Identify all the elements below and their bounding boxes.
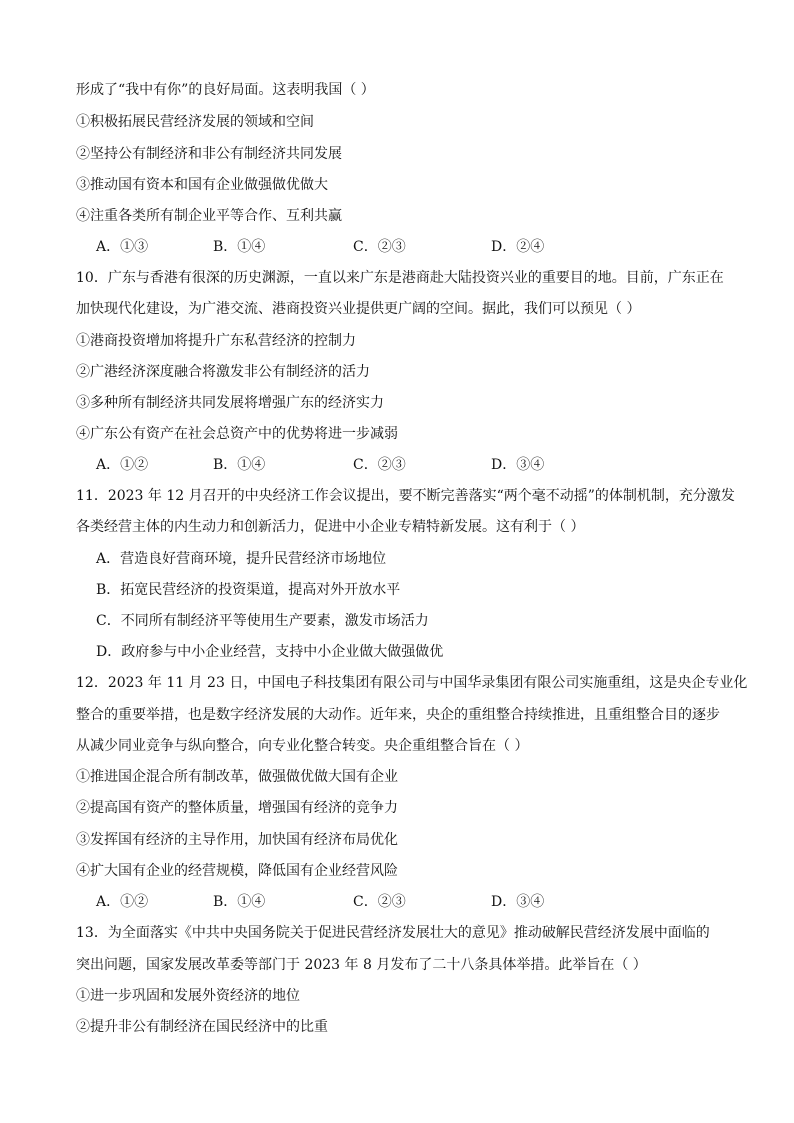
q10-statement-3: ③多种所有制经济共同发展将增强广东的经济实力	[76, 395, 384, 411]
q12-stem-line-2: 整合的重要举措，也是数字经济发展的大动作。近年来，央企的重组整合持续推进，且重组整合目的逐步	[76, 707, 720, 723]
q11-choice-c: C．不同所有制经济平等使用生产要素，激发市场活力	[96, 613, 429, 629]
q13-stem-line-1: 13．为全面落实《中共中央国务院关于促进民营经济发展壮大的意见》推动破解民营经济发展中面临的	[76, 925, 710, 941]
q10-statement-4: ④广东公有资产在社会总资产中的优势将进一步减弱	[76, 426, 398, 442]
q12-statement-4: ④扩大国有企业的经营规模，降低国有企业经营风险	[76, 863, 398, 879]
q10-stem-line-1: 10．广东与香港有很深的历史渊源，一直以来广东是港商赴大陆投资兴业的重要目的地。目前，广东正在	[76, 270, 724, 286]
q12-stem-line-1: 12．2023 年 11 月 23 日，中国电子科技集团有限公司与中国华录集团有限公司实施重组，这是央企专业化	[76, 675, 748, 691]
q10-option-c: C．②③	[353, 457, 406, 473]
q9-statement-3: ③推动国有资本和国有企业做强做优做大	[76, 177, 328, 193]
q9-statement-1: ①积极拓展民营经济发展的领域和空间	[76, 114, 314, 130]
q12-option-d: D．③④	[491, 894, 545, 910]
q11-choice-a: A．营造良好营商环境，提升民营经济市场地位	[96, 551, 387, 567]
q9-statement-4: ④注重各类所有制企业平等合作、互利共赢	[76, 208, 342, 224]
q9-option-c: C．②③	[353, 239, 406, 255]
q10-option-d: D．③④	[491, 457, 545, 473]
q10-stem-line-2: 加快现代化建设，为广港交流、港商投资兴业提供更广阔的空间。据此，我们可以预见（ ）	[76, 301, 641, 317]
q9-option-b: B．①④	[213, 239, 266, 255]
q9-option-d: D．②④	[491, 239, 545, 255]
q9-statement-2: ②坚持公有制经济和非公有制经济共同发展	[76, 146, 342, 162]
q9-stem-continuation: 形成了“我中有你”的良好局面。这表明我国（ ）	[76, 82, 375, 98]
q11-choice-b: B．拓宽民营经济的投资渠道，提高对外开放水平	[96, 582, 401, 598]
q11-stem-line-2: 各类经营主体的内生动力和创新活力，促进中小企业专精特新发展。这有利于（ ）	[76, 519, 585, 535]
q11-choice-d: D．政府参与中小企业经营，支持中小企业做大做强做优	[96, 644, 444, 660]
q12-statement-1: ①推进国企混合所有制改革，做强做优做大国有企业	[76, 769, 398, 785]
q12-option-c: C．②③	[353, 894, 406, 910]
q12-statement-2: ②提高国有资产的整体质量，增强国有经济的竞争力	[76, 800, 398, 816]
q10-statement-1: ①港商投资增加将提升广东私营经济的控制力	[76, 333, 356, 349]
q9-option-a: A．①③	[96, 239, 149, 255]
q12-option-b: B．①④	[213, 894, 266, 910]
q10-statement-2: ②广港经济深度融合将激发非公有制经济的活力	[76, 364, 370, 380]
q13-statement-2: ②提升非公有制经济在国民经济中的比重	[76, 1019, 328, 1035]
q10-option-a: A．①②	[96, 457, 149, 473]
q10-option-b: B．①④	[213, 457, 266, 473]
q13-statement-1: ①进一步巩固和发展外资经济的地位	[76, 988, 300, 1004]
q12-statement-3: ③发挥国有经济的主导作用，加快国有经济布局优化	[76, 832, 398, 848]
q12-option-a: A．①②	[96, 894, 149, 910]
q13-stem-line-2: 突出问题，国家发展改革委等部门于 2023 年 8 月发布了二十八条具体举措。此举旨在（ ）	[76, 957, 647, 973]
q11-stem-line-1: 11．2023 年 12 月召开的中央经济工作会议提出，要不断完善落实“两个毫不动摇”的体制机制，充分激发	[76, 488, 735, 504]
q12-stem-line-3: 从减少同业竞争与纵向整合，向专业化整合转变。央企重组整合旨在（ ）	[76, 738, 529, 754]
